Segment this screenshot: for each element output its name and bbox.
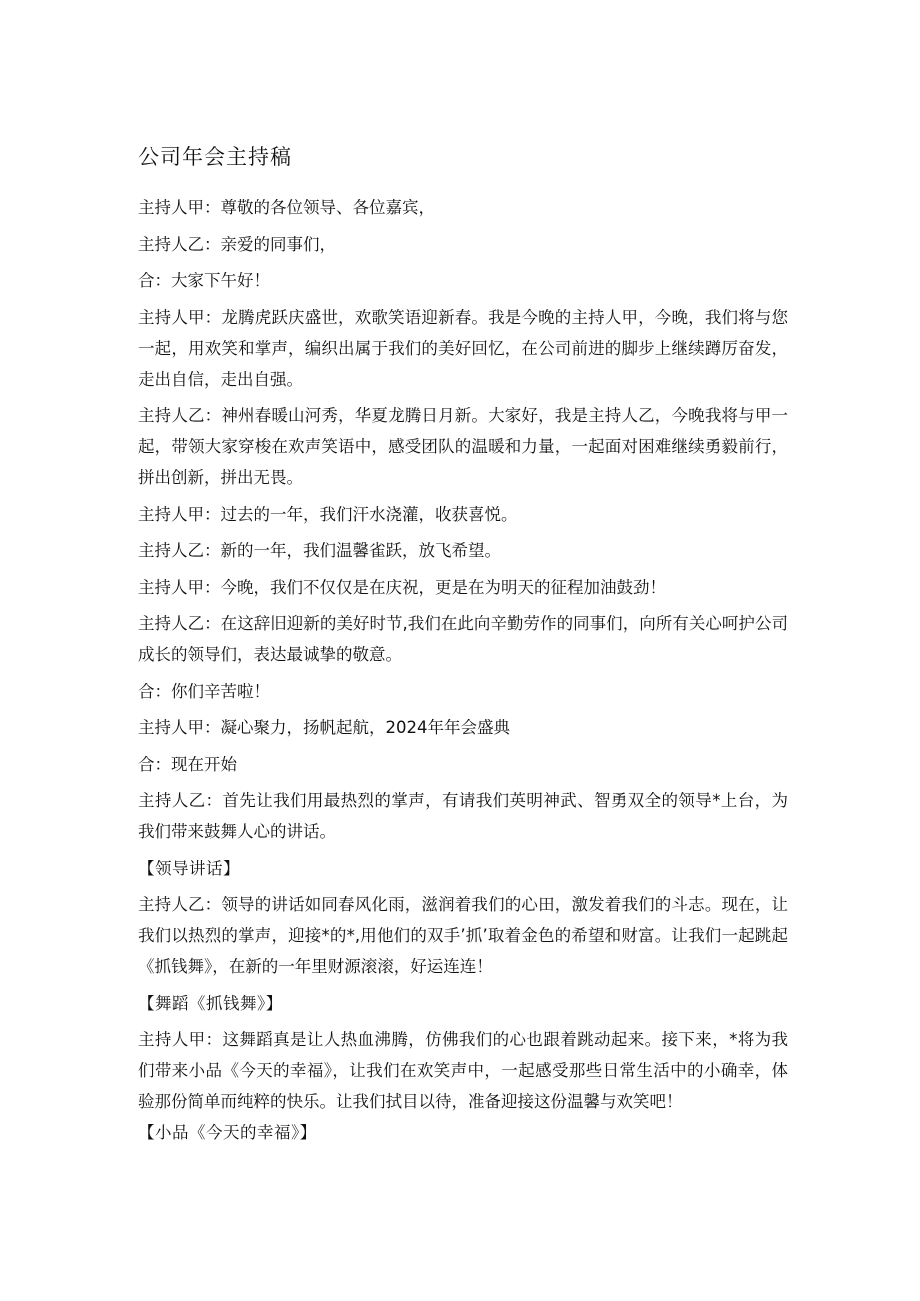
script-paragraph: 主持人甲：凝心聚力，扬帆起航，2024年年会盛典 (138, 718, 510, 737)
script-paragraph: 主持人甲：尊敬的各位领导、各位嘉宾， (138, 198, 435, 217)
script-paragraph: 主持人乙：新的一年，我们温馨雀跃，放飞希望。 (138, 541, 501, 560)
script-paragraph: 主持人乙：神州春暖山河秀，华夏龙腾日月新。大家好，我是主持人乙，今晚我将与甲一起，带领大家穿梭在欢声笑语中，感受团队的温暖和力量，一起面对困难继续勇毅前行，拼出创新，拼出无畏。 (138, 406, 788, 487)
script-paragraph: 合：你们辛苦啦！ (138, 681, 270, 701)
script-paragraph: 主持人甲：龙腾虎跃庆盛世，欢歌笑语迎新春。我是今晚的主持人甲，今晚，我们将与您一起，用欢笑和掌声，编织出属于我们的美好回忆，在公司前进的脚步上继续蹲厉奋发，走出自信，走出自强。 (138, 307, 788, 389)
section-heading: 【舞蹈《抓钱舞》】 (138, 993, 283, 1013)
script-paragraph: 合：现在开始 (138, 754, 237, 774)
script-paragraph: 主持人乙：首先让我们用最热烈的掌声，有请我们英明神武、智勇双全的领导*上台，为我们带来鼓舞人心的讲话。 (138, 791, 788, 841)
script-paragraph: 主持人甲：过去的一年，我们汗水浇灌，收获喜悦。 (138, 504, 518, 524)
script-paragraph: 主持人乙：领导的讲话如同春风化雨，滋润着我们的心田，激发着我们的斗志。现在，让我们以热烈的掌声，迎接*的*,用他们的双手’抓’取着金色的希望和财富。让我们一起跳起《抓钱舞》，在新的一年里财源滚滚，好运连连！ (138, 895, 788, 976)
script-paragraph: 主持人乙：在这辞旧迎新的美好时节,我们在此向辛勤劳作的同事们，向所有关心呵护公司成长的领导们，表达最诚挚的敬意。 (138, 614, 788, 664)
script-paragraph: 主持人甲：这舞蹈真是让人热血沸腾，仿佛我们的心也跟着跳动起来。接下来，*将为我们带来小品《今天的幸福》，让我们在欢笑声中，一起感受那些日常生活中的小确幸，体验那份简单而纯粹的快乐。让我们拭目以待，准备迎接这份温馨与欢笑吧！ (138, 1030, 788, 1111)
document-body (138, 192, 788, 1154)
script-paragraph: 主持人甲：今晚，我们不仅仅是在庆祝，更是在为明天的征程加油鼓劲！ (138, 577, 666, 597)
script-paragraph: 主持人乙：亲爱的同事们， (138, 234, 336, 254)
section-heading: 【领导讲话】 (138, 858, 240, 878)
document-title: 公司年会主持稿 (138, 145, 292, 169)
section-heading: 【小品《今天的幸福》】 (138, 1123, 317, 1142)
script-paragraph: 合：大家下午好！ (138, 271, 270, 290)
